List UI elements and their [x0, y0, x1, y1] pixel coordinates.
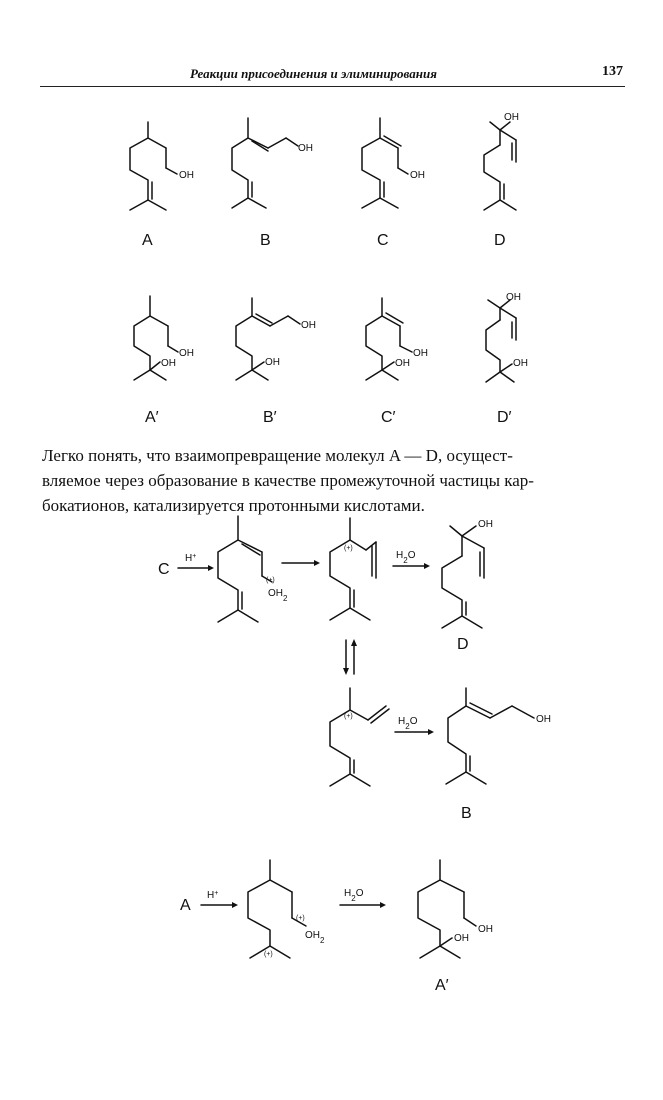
- intermediate-protonated-C: [218, 516, 272, 622]
- water-label-3: $H_2O$: [344, 888, 364, 903]
- scheme2-start-A: A: [180, 897, 191, 914]
- oh-product-B: OH: [536, 714, 551, 725]
- label-D: D: [494, 232, 506, 249]
- scheme1-start-C: C: [158, 561, 170, 578]
- label-product-D: D: [457, 636, 469, 653]
- oh-A: OH: [179, 170, 194, 181]
- paragraph-line: вляемое через образование в качестве промежуточной частицы кар-: [42, 471, 534, 490]
- oh2-label: $OH_2$: [268, 588, 288, 603]
- oh-product-A-prime-1: OH: [478, 924, 493, 935]
- page-number: 137: [602, 64, 623, 79]
- oh-B-prime-2: OH: [265, 357, 280, 368]
- oh-A-prime-2: OH: [161, 358, 176, 369]
- oh-product-D: OH: [478, 519, 493, 530]
- structure-B: [232, 118, 298, 208]
- oh-D: OH: [504, 112, 519, 123]
- label-B: B: [260, 232, 271, 249]
- oh-A-prime-1: OH: [179, 348, 194, 359]
- oxonium-charge: (+): [266, 577, 275, 584]
- oh2-label-2: $OH_2$: [305, 930, 325, 945]
- h-plus-label: H+: [185, 552, 197, 564]
- structure-D-prime: [486, 300, 516, 382]
- oxonium-charge-2: (+): [296, 915, 305, 922]
- cation-charge-2: (+): [344, 713, 353, 720]
- oh-C: OH: [410, 170, 425, 181]
- label-C: C: [377, 232, 389, 249]
- oh-B-prime-1: OH: [301, 320, 316, 331]
- water-label-2: $H_2O$: [398, 716, 418, 731]
- carbocation-charge-3: (+): [264, 951, 273, 958]
- body-paragraph: [42, 443, 626, 518]
- running-title: Реакции присоединения и элиминирования: [190, 66, 437, 81]
- label-product-B: B: [461, 805, 472, 822]
- label-A-prime: A′: [145, 409, 159, 426]
- water-label-1: $H_2O$: [396, 550, 416, 565]
- oh-B: OH: [298, 143, 313, 154]
- label-C-prime: C′: [381, 409, 396, 426]
- allylic-cation-2: [330, 688, 389, 786]
- oh-D-prime-1: OH: [506, 292, 521, 303]
- allylic-cation-1: [330, 518, 376, 620]
- oh-C-prime-2: OH: [395, 358, 410, 369]
- oh-C-prime-1: OH: [413, 348, 428, 359]
- product-B: [446, 688, 534, 784]
- paragraph-line: бокатионов, катализируется протонными кислотами.: [42, 496, 425, 515]
- product-D: [442, 526, 484, 628]
- intermediate-A-cation: [248, 860, 306, 958]
- label-B-prime: B′: [263, 409, 277, 426]
- label-product-A-prime: A′: [435, 977, 449, 994]
- cation-charge-1: (+): [344, 545, 353, 552]
- structure-D: [484, 122, 516, 210]
- label-A: A: [142, 232, 153, 249]
- oh-D-prime-2: OH: [513, 358, 528, 369]
- label-D-prime: D′: [497, 409, 512, 426]
- oh-product-A-prime-2: OH: [454, 933, 469, 944]
- structure-C: [362, 118, 408, 208]
- structure-A: [130, 122, 177, 210]
- paragraph-line: Легко понять, что взаимопревращение молекул A — D, осущест-: [42, 446, 513, 465]
- h-plus-label-2: H+: [207, 889, 219, 901]
